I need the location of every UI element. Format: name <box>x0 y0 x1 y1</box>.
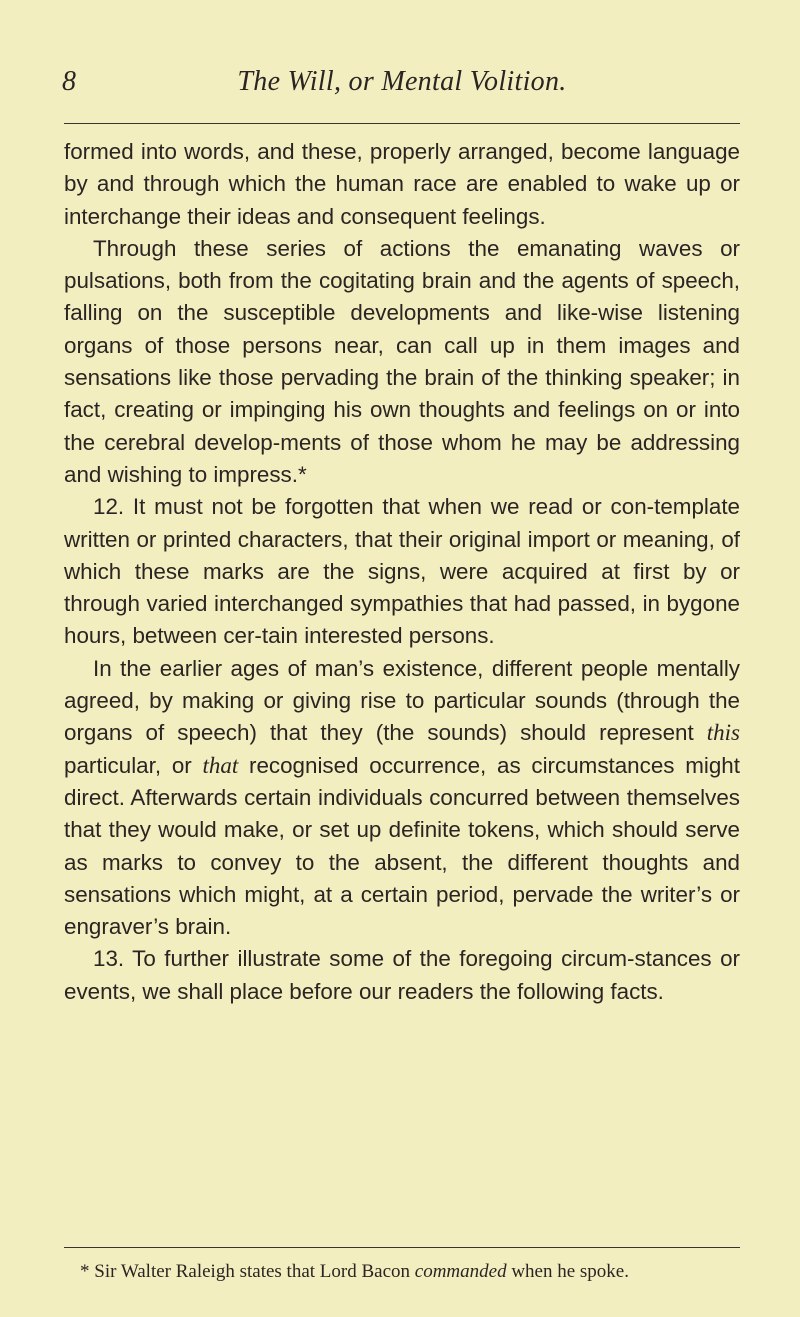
running-title: The Will, or Mental Volition. <box>237 66 567 97</box>
footnote-rule <box>64 1247 740 1248</box>
paragraph-section-13: 13. To further illustrate some of the foregoing circum-stances or events, we shall place before our readers the following facts. <box>64 946 740 1004</box>
paragraph-continuation: formed into words, and these, properly arranged, become language by and through which the human race are enabled to wake up or interchange their ideas and consequent feelings. <box>64 139 740 229</box>
footnote-emphasis: commanded <box>414 1261 507 1282</box>
paragraph-section-12: 12. It must not be forgotten that when we read or con-template written or printed characters, that their original import or meaning, of which these marks are the signs, were acquired at first by or through varied interchanged sympathies that had passed, in bygone hours, between cer-tain interested persons. <box>64 494 740 649</box>
footnote <box>64 1259 740 1285</box>
paragraph-pulsations: Through these series of actions the emanating waves or pulsations, both from the cogitating brain and the agents of speech, falling on the susceptible developments and like-wise listening organs of those persons near, can call up in them images and sensations like those pervading the brain of the thinking speaker; in fact, creating or impinging his own thoughts and feelings on or into the cerebral develop-ments of those whom he may be addressing and wishing to impress.* <box>64 235 740 487</box>
text-run: particular, or <box>64 752 203 778</box>
page-header <box>62 58 742 104</box>
emphasis-that: that <box>202 752 239 778</box>
body-text <box>64 136 740 1008</box>
header-rule <box>64 123 740 124</box>
paragraph-earlier-ages <box>64 653 740 944</box>
page-number: 8 <box>62 66 76 97</box>
footnote-run: * Sir Walter Raleigh states that Lord Bacon <box>80 1261 415 1282</box>
text-run: In the earlier ages of man’s existence, different people mentally agreed, by making or giving rise to particular sounds (through the organs of speech) that they (the sounds) should represent <box>64 655 740 746</box>
footnote-run: when he spoke. <box>506 1261 629 1282</box>
text-run: recognised occurrence, as circumstances might direct. Afterwards certain individuals concurred between themselves that they would make, or set up definite tokens, which should serve as marks to convey to the absent, the different thoughts and sensations which might, at a certain period, pervade the writer’s or engraver’s brain. <box>64 752 740 940</box>
emphasis-this: this <box>706 720 740 746</box>
footnote-text <box>64 1259 740 1285</box>
